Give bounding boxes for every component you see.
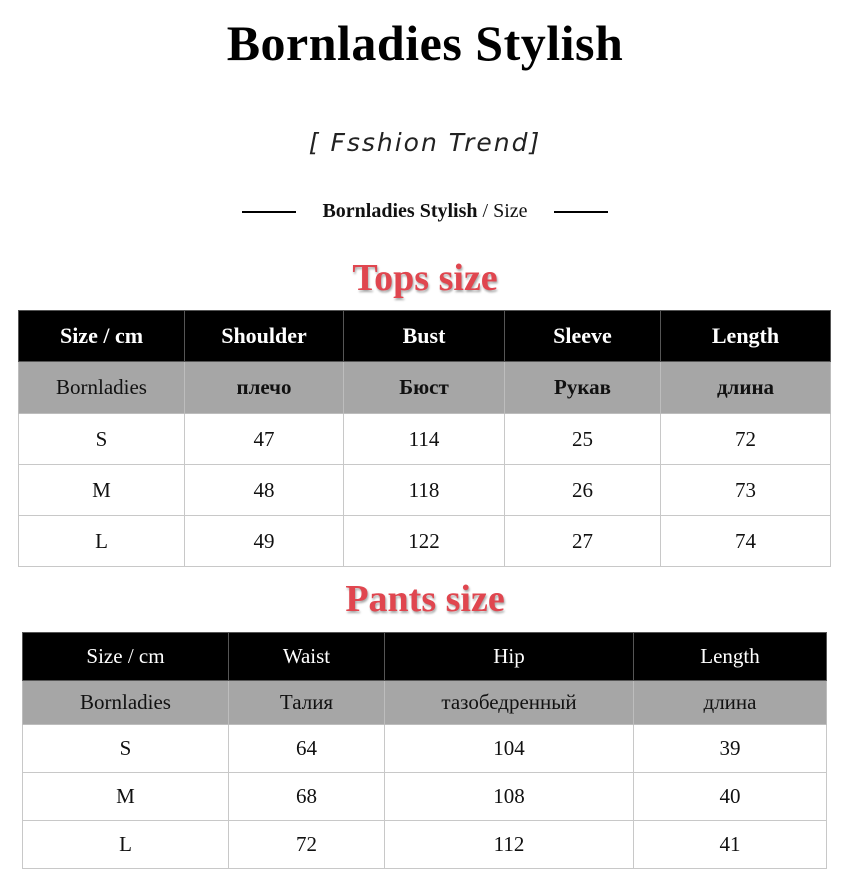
table-header-row [23, 633, 827, 681]
subheader-cell: Талия [229, 681, 385, 725]
table-cell: 122 [344, 516, 505, 567]
column-header: Size / cm [19, 311, 185, 362]
table-cell: 112 [385, 821, 634, 869]
table-cell: 68 [229, 773, 385, 821]
table-cell: 48 [185, 465, 344, 516]
column-header: Length [661, 311, 831, 362]
subtitle-row [0, 200, 850, 223]
subheader-cell: тазобедренный [385, 681, 634, 725]
table-subheader-row [23, 681, 827, 725]
column-header: Hip [385, 633, 634, 681]
column-header: Shoulder [185, 311, 344, 362]
subheader-cell: Рукав [505, 362, 661, 414]
subtitle-suffix: / Size [477, 200, 528, 222]
column-header: Size / cm [23, 633, 229, 681]
tagline: [ Fsshion Trend] [308, 128, 542, 157]
table-cell: 64 [229, 725, 385, 773]
subtitle-brand: Bornladies Stylish [322, 200, 478, 222]
table-cell: 27 [505, 516, 661, 567]
table-cell: M [23, 773, 229, 821]
column-header: Waist [229, 633, 385, 681]
table-cell: 26 [505, 465, 661, 516]
column-header: Length [634, 633, 827, 681]
table-cell: L [23, 821, 229, 869]
subheader-cell: Bornladies [23, 681, 229, 725]
right-divider [554, 211, 608, 213]
table-cell: 40 [634, 773, 827, 821]
table-cell: 39 [634, 725, 827, 773]
brand-title: Bornladies Stylish [226, 15, 624, 71]
table-cell: 72 [661, 414, 831, 465]
table-cell: 108 [385, 773, 634, 821]
table-header-row [19, 311, 831, 362]
table-cell: 104 [385, 725, 634, 773]
subheader-cell: плечо [185, 362, 344, 414]
column-header: Bust [344, 311, 505, 362]
table-cell: S [19, 414, 185, 465]
table-cell: 72 [229, 821, 385, 869]
table-cell: S [23, 725, 229, 773]
table-row [23, 725, 827, 773]
table-cell: 74 [661, 516, 831, 567]
tops-size-table [18, 310, 831, 567]
subheader-cell: длина [661, 362, 831, 414]
table-row [19, 414, 831, 465]
table-row [23, 773, 827, 821]
table-row [19, 516, 831, 567]
pants-heading: Pants size [345, 578, 505, 620]
subtitle [322, 200, 527, 223]
table-cell: 118 [344, 465, 505, 516]
table-cell: 73 [661, 465, 831, 516]
subheader-cell: Bornladies [19, 362, 185, 414]
subheader-cell: длина [634, 681, 827, 725]
tops-heading: Tops size [352, 257, 498, 299]
table-cell: M [19, 465, 185, 516]
table-row [19, 465, 831, 516]
subheader-cell: Бюст [344, 362, 505, 414]
table-cell: 49 [185, 516, 344, 567]
table-cell: 25 [505, 414, 661, 465]
table-subheader-row [19, 362, 831, 414]
table-cell: L [19, 516, 185, 567]
table-cell: 41 [634, 821, 827, 869]
table-cell: 47 [185, 414, 344, 465]
column-header: Sleeve [505, 311, 661, 362]
table-cell: 114 [344, 414, 505, 465]
left-divider [242, 211, 296, 213]
pants-size-table [22, 632, 827, 869]
table-row [23, 821, 827, 869]
